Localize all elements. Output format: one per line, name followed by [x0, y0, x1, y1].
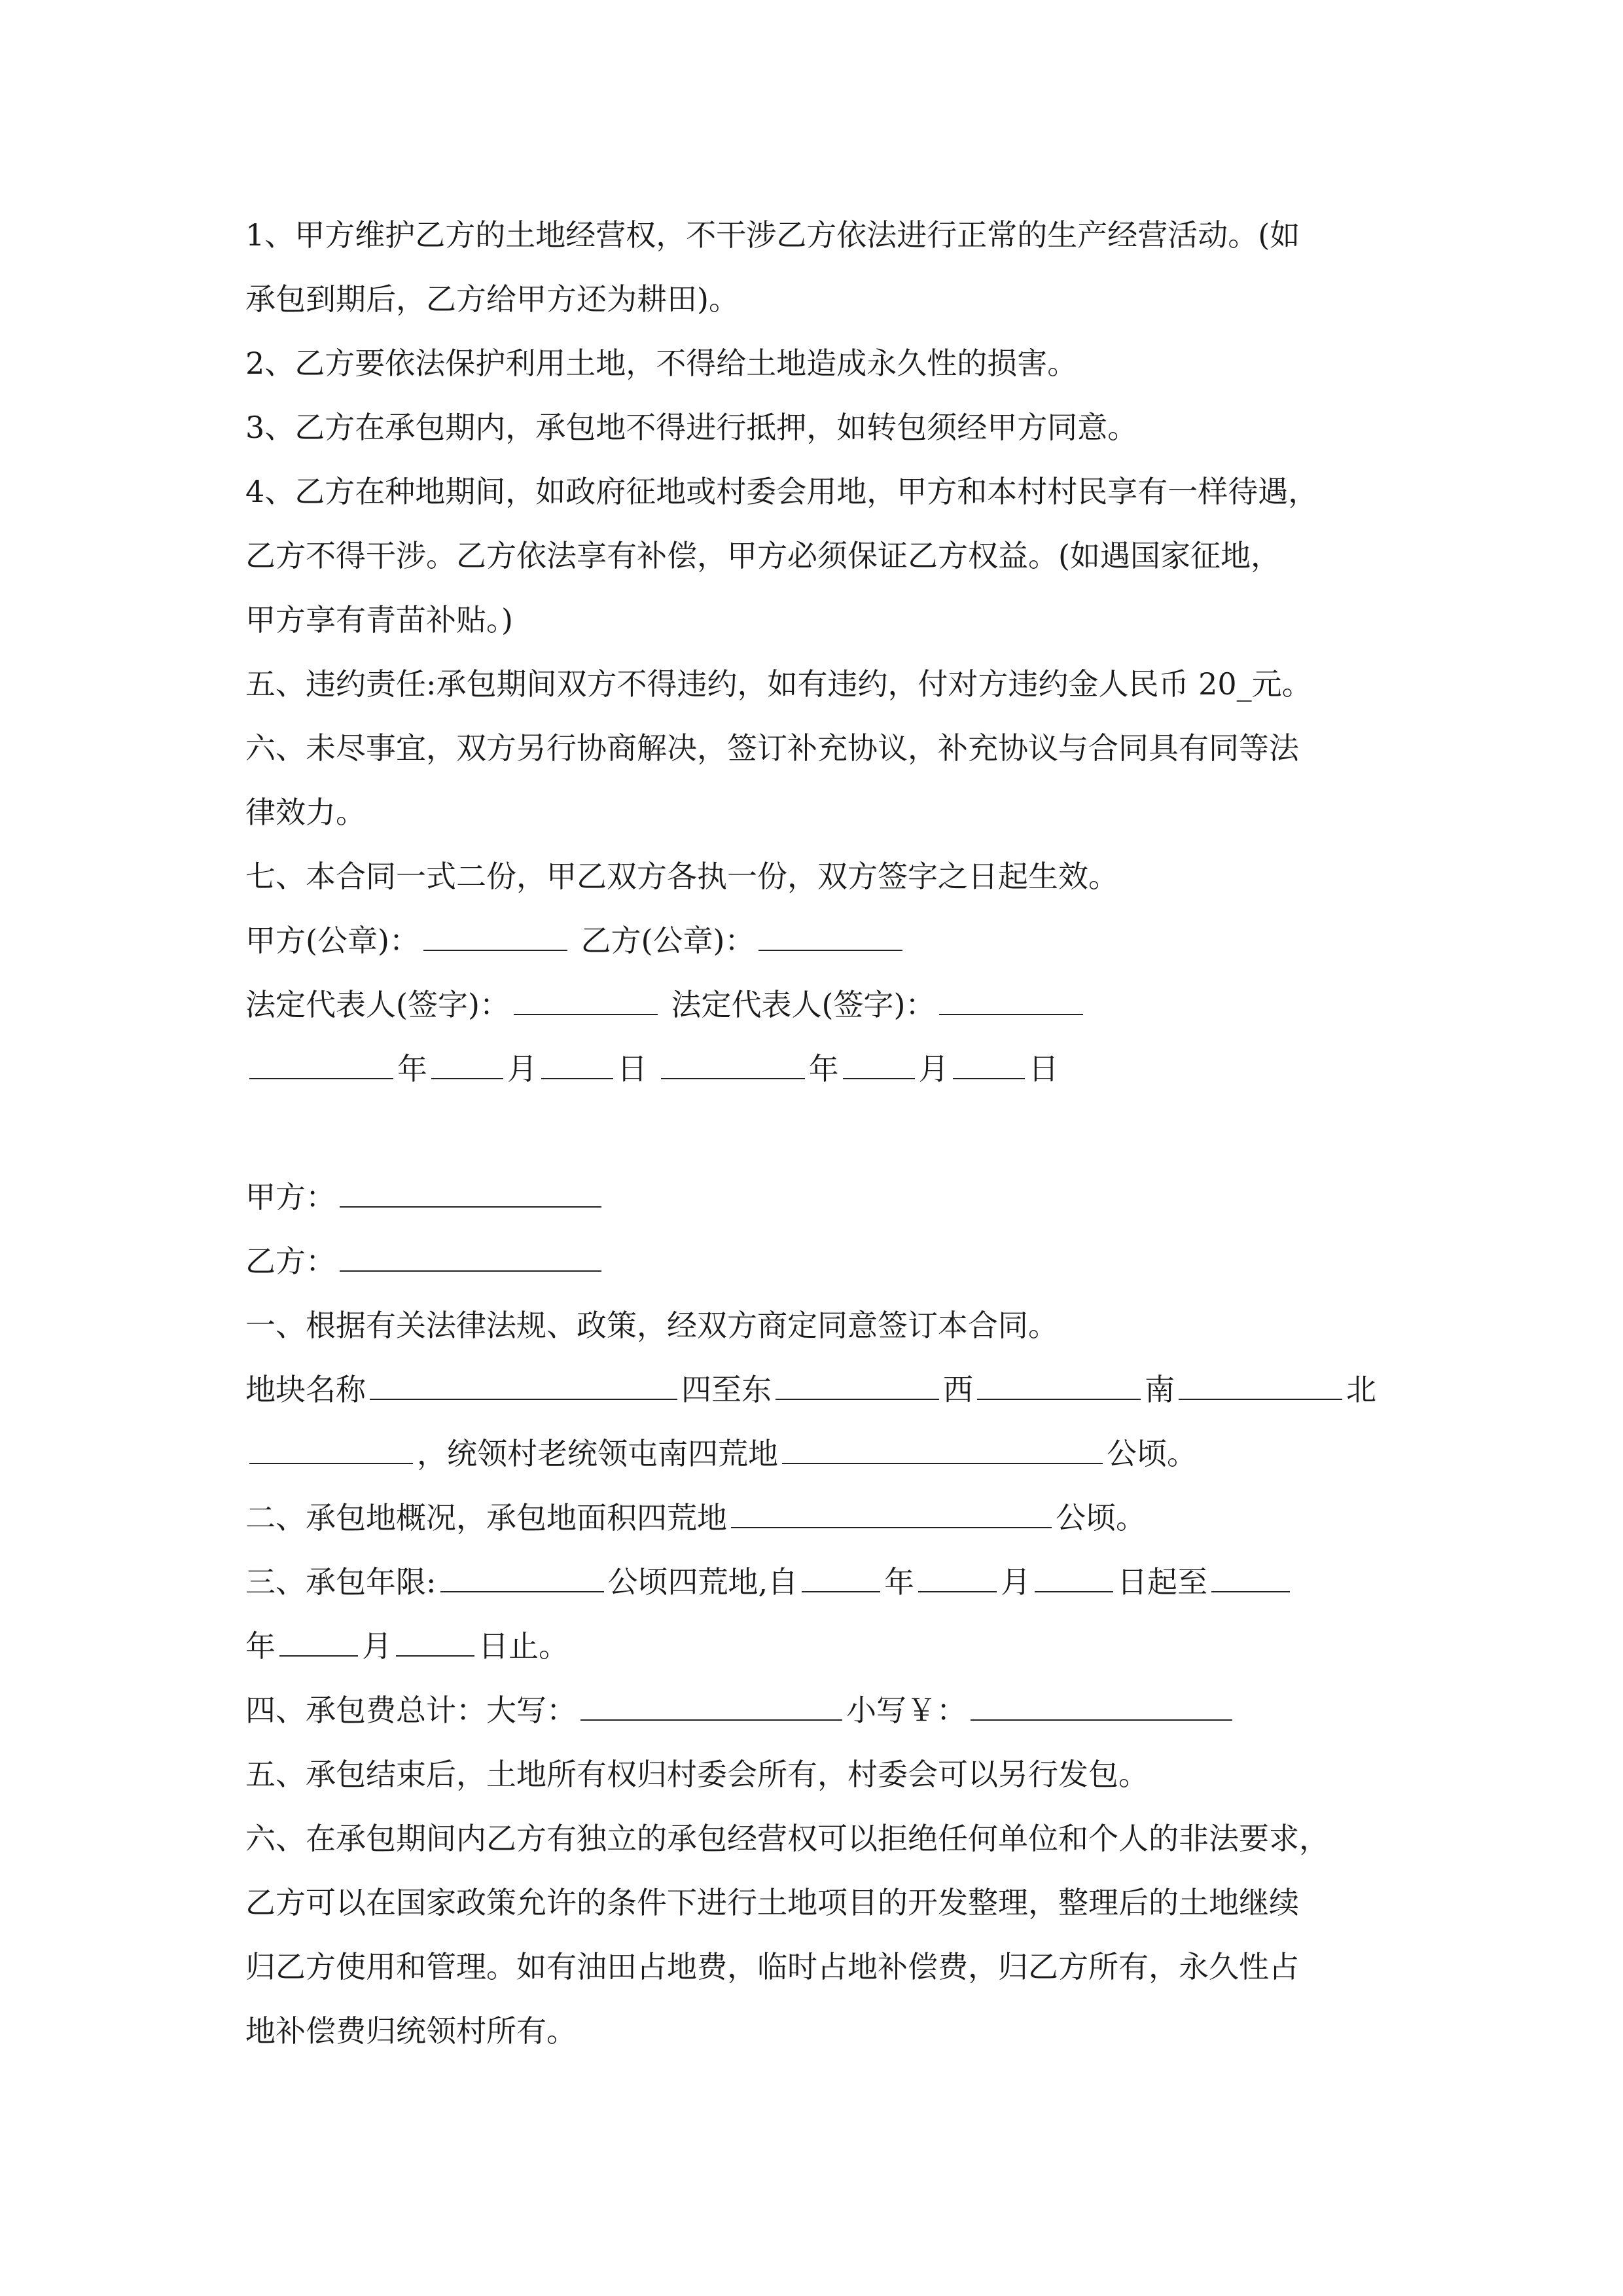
day-label: 日: [1028, 1051, 1059, 1086]
fee-number-field[interactable]: [971, 1683, 1232, 1721]
clause-1-line-2: 承包到期后，乙方给甲方还为耕田)。: [245, 281, 739, 317]
section-2: [245, 1486, 1397, 1550]
end-month-field[interactable]: [279, 1619, 358, 1657]
location-area-field[interactable]: [782, 1426, 1103, 1464]
start-year-field[interactable]: [802, 1554, 880, 1592]
year-label: 年: [397, 1051, 427, 1086]
plot-name-label: 地块名称: [245, 1372, 366, 1407]
section-3-line-1: [245, 1550, 1397, 1614]
clause-7: 七、本合同一式二份，甲乙双方各执一份，双方签字之日起生效。: [245, 859, 1118, 894]
clause-4-line-2: 乙方不得干涉。乙方依法享有补偿，甲方必须保证乙方权益。(如遇国家征地，: [245, 538, 1281, 573]
section-4: [245, 1678, 1397, 1742]
contract-page: [245, 203, 1397, 2063]
area-field[interactable]: [731, 1490, 1052, 1528]
section-6-line-4: 地补偿费归统领村所有。: [245, 2013, 577, 2049]
party-b-label: 乙方：: [245, 1244, 336, 1279]
start-year-label: 年: [884, 1564, 915, 1600]
north-field[interactable]: [249, 1426, 413, 1464]
section-6-line-2: 乙方可以在国家政策允许的条件下进行土地项目的开发整理，整理后的土地继续: [245, 1885, 1299, 1920]
term-area-field[interactable]: [440, 1554, 604, 1592]
party-b-seal-field[interactable]: [758, 913, 902, 951]
end-day-field[interactable]: [396, 1619, 474, 1657]
end-year-field[interactable]: [1211, 1554, 1290, 1592]
section-6-line-1: 六、在承包期间内乙方有独立的承包经营权可以拒绝任何单位和个人的非法要求，: [245, 1821, 1329, 1856]
day-label: 日: [617, 1051, 647, 1086]
end-month-label: 月: [362, 1628, 392, 1664]
clause-5-liability: 五、违约责任:承包期间双方不得违约，如有违约，付对方违约金人民币 20_元。: [245, 666, 1312, 702]
section-gap: [245, 1101, 1397, 1165]
representative-line: [245, 973, 1397, 1037]
term-mid-text: 公顷四荒地,自: [607, 1564, 798, 1600]
south-label: 南: [1145, 1372, 1175, 1407]
start-day-label: 日起至: [1117, 1564, 1208, 1600]
seal-line: [245, 908, 1397, 973]
clause-2: 2、乙方要依法保护利用土地，不得给土地造成永久性的损害。: [245, 346, 1078, 381]
month-a-field[interactable]: [431, 1041, 503, 1079]
start-month-label: 月: [1001, 1564, 1031, 1600]
east-field[interactable]: [776, 1362, 939, 1400]
month-b-field[interactable]: [843, 1041, 915, 1079]
clause-1-line-1: 1、甲方维护乙方的土地经营权，不干涉乙方依法进行正常的生产经营活动。(如: [245, 217, 1300, 253]
section-3-text: 三、承包年限:: [245, 1564, 437, 1600]
rep-a-field[interactable]: [514, 977, 658, 1015]
month-label: 月: [507, 1051, 537, 1086]
liability-text: 五、违约责任:承包期间双方不得违约，如有违约，付对方违约金人民币: [245, 666, 1189, 702]
section-2-text: 二、承包地概况，承包地面积四荒地: [245, 1500, 727, 1535]
party-a-seal-field[interactable]: [423, 913, 567, 951]
end-day-label: 日止。: [478, 1628, 569, 1664]
rep-a-label: 法定代表人(签字)：: [245, 987, 510, 1022]
clause-4-line-3: 甲方享有青苗补贴。): [245, 602, 513, 637]
clause-6-line-2: 律效力。: [245, 795, 366, 830]
location-text: ，统领村老统领屯南四荒地: [417, 1436, 778, 1471]
clause-3: 3、乙方在承包期内，承包地不得进行抵押，如转包须经甲方同意。: [245, 410, 1138, 445]
clause-4-line-1: 4、乙方在种地期间，如政府征地或村委会用地，甲方和本村村民享有一样待遇，: [245, 474, 1319, 509]
fee-small-label: 小写￥：: [846, 1693, 967, 1728]
day-b-field[interactable]: [953, 1041, 1025, 1079]
party-b-line: [245, 1229, 1397, 1293]
party-a-label: 甲方：: [245, 1179, 336, 1215]
east-label: 四至东: [681, 1372, 772, 1407]
start-month-field[interactable]: [918, 1554, 997, 1592]
month-label: 月: [918, 1051, 949, 1086]
penalty-amount: 20: [1198, 666, 1237, 702]
party-a-line: [245, 1165, 1397, 1229]
day-a-field[interactable]: [541, 1041, 613, 1079]
south-field[interactable]: [1179, 1362, 1342, 1400]
plot-name-field[interactable]: [370, 1362, 677, 1400]
rep-b-field[interactable]: [939, 977, 1083, 1015]
party-b-field[interactable]: [340, 1234, 601, 1272]
clause-6-line-1: 六、未尽事宜，双方另行协商解决，签订补充协议，补充协议与合同具有同等法: [245, 730, 1299, 766]
party-a-field[interactable]: [340, 1170, 601, 1208]
party-a-seal-label: 甲方(公章)：: [245, 923, 419, 958]
start-day-field[interactable]: [1035, 1554, 1113, 1592]
north-label: 北: [1346, 1372, 1376, 1407]
fee-uppercase-field[interactable]: [580, 1683, 842, 1721]
location-line: [245, 1422, 1397, 1486]
west-label: 西: [943, 1372, 973, 1407]
section-6-line-3: 归乙方使用和管理。如有油田占地费，临时占地补偿费，归乙方所有，永久性占: [245, 1949, 1299, 1984]
rep-b-label: 法定代表人(签字)：: [671, 987, 936, 1022]
west-field[interactable]: [977, 1362, 1141, 1400]
year-a-field[interactable]: [249, 1041, 393, 1079]
hectare-label: 公顷。: [1107, 1436, 1197, 1471]
section-5: 五、承包结束后，土地所有权归村委会所有，村委会可以另行发包。: [245, 1757, 1149, 1792]
plot-boundaries-line: [245, 1357, 1397, 1422]
section-1: 一、根据有关法律法规、政策，经双方商定同意签订本合同。: [245, 1308, 1058, 1343]
section-4-text: 四、承包费总计：大写：: [245, 1693, 577, 1728]
date-line: [245, 1037, 1397, 1101]
year-label: 年: [808, 1051, 839, 1086]
party-b-seal-label: 乙方(公章)：: [580, 923, 755, 958]
section-3-line-2: [245, 1614, 1397, 1678]
hectare-label: 公顷。: [1056, 1500, 1146, 1535]
end-year-label: 年: [245, 1628, 276, 1664]
year-b-field[interactable]: [661, 1041, 805, 1079]
liability-unit: 元。: [1251, 666, 1312, 702]
